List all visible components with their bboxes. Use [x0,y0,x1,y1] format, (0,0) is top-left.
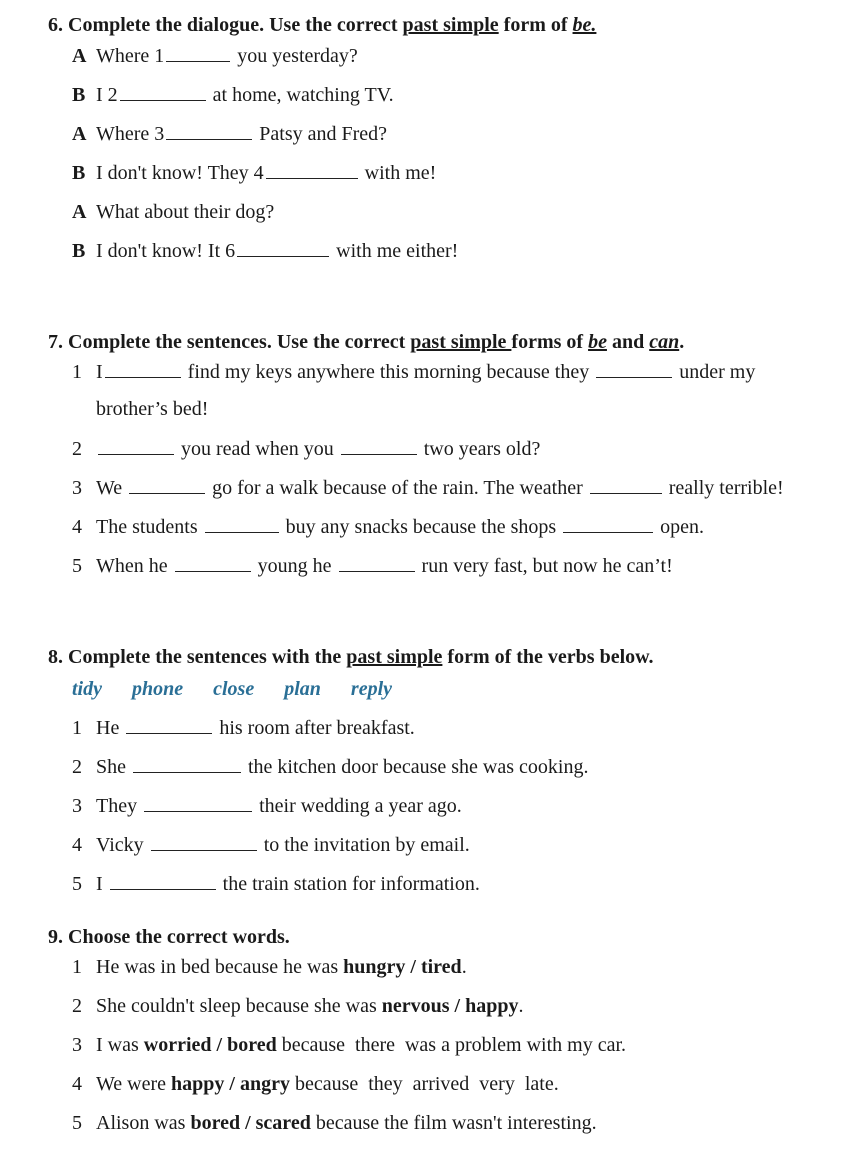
word-choice[interactable]: bored / scared [190,1112,311,1134]
sentence-text: Alison was [96,1112,191,1134]
dialogue-line-1 [72,44,358,68]
sentence-text: because they arrived very late. [289,1073,559,1095]
sentence-text: under my [679,361,756,383]
verb-bank [72,677,422,701]
sentence-text: He [96,717,120,739]
sentence-text: open. [660,516,705,538]
line-text: I don't know! It 6 [96,240,236,262]
verb-tidy: tidy [72,678,102,700]
ex9-item-2 [72,994,523,1018]
line-text-post: at home, watching TV. [212,84,394,106]
speaker-label: A [72,123,87,145]
ex6-heading-text: 6. Complete the dialogue. Use the correct [48,14,403,36]
item-number: 3 [72,795,82,817]
item-number: 4 [72,834,82,856]
sentence-text: his room after breakfast. [219,717,415,739]
ex6-heading [48,13,596,37]
ex7-sentence-1-cont [96,397,208,421]
sentence-text: really terrible! [668,477,784,499]
sentence-text: I [96,361,103,383]
sentence-text: He was in bed because he was [96,956,344,978]
line-text: I don't know! They 4 [96,162,264,184]
answer-blank[interactable] [110,873,216,890]
dialogue-line-6 [72,239,458,263]
speaker-label: B [72,240,86,262]
line-text: I 2 [96,84,118,106]
sentence-text: I was [96,1034,144,1056]
sentence-text: . [518,995,524,1017]
item-number: 2 [72,995,82,1017]
answer-blank[interactable] [341,438,417,455]
sentence-text: She [96,756,126,778]
ex6-heading-be: be. [572,14,597,36]
speaker-label: A [72,201,87,223]
ex8-item-2 [72,755,588,779]
sentence-text: buy any snacks because the shops [285,516,557,538]
ex8-item-3 [72,794,462,818]
ex7-sentence-1 [72,360,755,384]
answer-blank[interactable] [166,45,230,62]
verb-reply: reply [350,678,392,700]
answer-blank[interactable] [205,516,279,533]
ex8-item-4 [72,833,470,857]
sentence-text: you read when you [181,438,334,460]
item-number: 3 [72,1034,82,1056]
answer-blank[interactable] [175,555,251,572]
sentence-text: She couldn't sleep because she was [96,995,382,1017]
ex7-heading-and: and [606,331,650,353]
sentence-text: go for a walk because of the rain. The weather [212,477,583,499]
dialogue-line-3 [72,122,387,146]
sentence-text: I [96,873,103,895]
ex7-heading-mid: forms of [511,331,589,353]
word-choice[interactable]: worried / bored [143,1034,277,1056]
ex7-sentence-3 [72,476,784,500]
ex9-item-1 [72,955,467,979]
item-number: 3 [72,477,82,499]
sentence-text: They [96,795,138,817]
verb-close: close [213,678,255,700]
sentence-text: the kitchen door because she was cooking. [248,756,589,778]
ex7-heading-text: 7. Complete the sentences. Use the correct [48,331,411,353]
item-number: 1 [72,956,82,978]
ex8-heading-post: form of the verbs below. [442,646,654,668]
sentence-text: brother’s bed! [96,398,209,420]
line-text-post: you yesterday? [237,45,358,67]
item-number: 5 [72,1112,82,1134]
ex8-item-5 [72,872,480,896]
speaker-label: A [72,45,87,67]
answer-blank[interactable] [151,834,257,851]
line-text-post: Patsy and Fred? [259,123,388,145]
sentence-text: We were [96,1073,172,1095]
answer-blank[interactable] [339,555,415,572]
line-text: Where 3 [96,123,165,145]
answer-blank[interactable] [144,795,252,812]
ex7-sentence-2 [72,437,540,461]
ex9-item-4 [72,1072,559,1096]
verb-phone: phone [132,678,184,700]
sentence-text: When he [96,555,168,577]
ex7-heading-be: be [588,331,607,353]
ex7-heading-can: can [649,331,680,353]
sentence-text: young he [257,555,332,577]
item-number: 4 [72,1073,82,1095]
line-text: Where 1 [96,45,165,67]
ex7-heading-past-simple: past simple [410,331,512,353]
answer-blank[interactable] [590,477,662,494]
answer-blank[interactable] [596,361,672,378]
ex7-sentence-5 [72,554,673,578]
dialogue-line-2 [72,83,394,107]
answer-blank[interactable] [133,756,241,773]
sentence-text: their wedding a year ago. [259,795,462,817]
item-number: 5 [72,555,82,577]
answer-blank[interactable] [266,162,358,179]
answer-blank[interactable] [105,361,181,378]
answer-blank[interactable] [98,438,174,455]
sentence-text: We [96,477,123,499]
dialogue-line-4 [72,161,436,185]
answer-blank[interactable] [166,123,252,140]
sentence-text: because the film wasn't interesting. [310,1112,597,1134]
sentence-text: because there was a problem with my car. [276,1034,627,1056]
word-choice[interactable]: happy / angry [171,1073,290,1095]
speaker-label: B [72,84,86,106]
sentence-text: to the invitation by email. [263,834,470,856]
answer-blank[interactable] [129,477,205,494]
word-choice[interactable]: nervous / happy [381,995,519,1017]
sentence-text: two years old? [423,438,541,460]
ex7-sentence-4 [72,515,704,539]
ex7-heading-end: . [679,331,685,353]
answer-blank[interactable] [237,240,329,257]
sentence-text: The students [96,516,198,538]
item-number: 2 [72,756,82,778]
ex8-heading-past-simple: past simple [346,646,443,668]
sentence-text: find my keys anywhere this morning because they [187,361,590,383]
ex6-heading-mid: form of [498,14,573,36]
sentence-text: . [461,956,467,978]
answer-blank[interactable] [120,84,206,101]
ex8-heading-text: 8. Complete the sentences with the [48,646,347,668]
ex8-item-1 [72,716,415,740]
item-number: 2 [72,438,82,460]
sentence-text: Vicky [96,834,144,856]
ex9-heading: 9. Choose the correct words. [48,926,290,948]
answer-blank[interactable] [126,717,212,734]
item-number: 4 [72,516,82,538]
sentence-text: the train station for information. [222,873,480,895]
item-number: 1 [72,361,82,383]
item-number: 1 [72,717,82,739]
ex9-item-3 [72,1033,626,1057]
line-text-post: with me either! [336,240,459,262]
ex7-heading [48,330,684,354]
line-text: What about their dog? [96,201,275,223]
ex9-item-5 [72,1111,597,1135]
item-number: 5 [72,873,82,895]
sentence-text: run very fast, but now he can’t! [421,555,673,577]
verb-plan: plan [284,678,321,700]
ex8-heading [48,645,653,669]
ex6-heading-past-simple: past simple [402,14,499,36]
answer-blank[interactable] [563,516,653,533]
speaker-label: B [72,162,86,184]
line-text-post: with me! [364,162,437,184]
dialogue-line-5 [72,200,274,224]
word-choice[interactable]: hungry / tired [343,956,462,978]
